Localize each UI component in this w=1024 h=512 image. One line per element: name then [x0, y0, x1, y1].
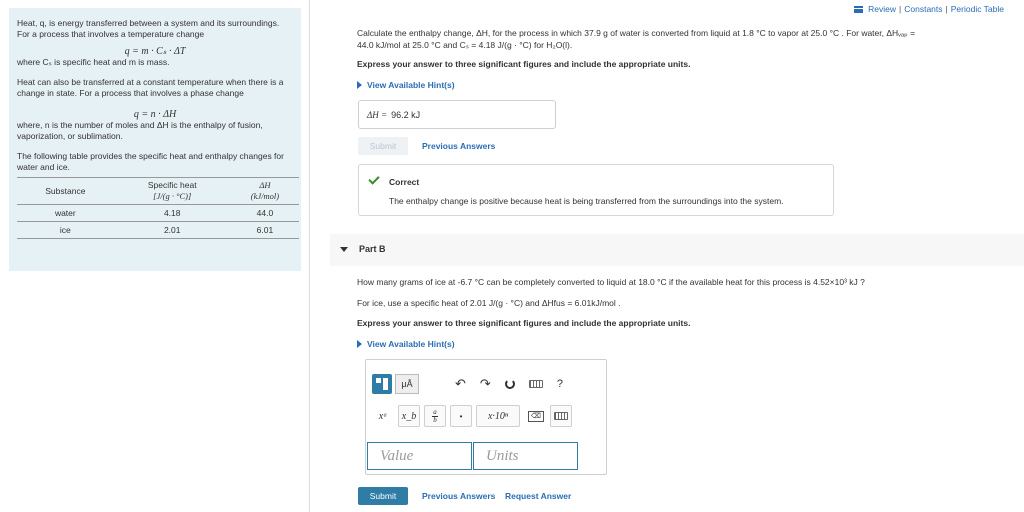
data-table — [17, 177, 299, 239]
part-a-question: Calculate the enthalpy change, ΔH, for the process in which 37.9 g of water is converted from liquid at 1.8 °C to vapor at 25.0 °C . For water, ΔHᵥₐₚ = 44.0 kJ/mol at 25.0 °C and Cₛ = 4.18 J/(g · °C) for H₂O(l). — [357, 28, 916, 50]
feedback-title: Correct — [389, 177, 420, 187]
request-answer-link[interactable]: Request Answer — [505, 491, 572, 501]
units-button[interactable]: μÅ — [395, 374, 419, 394]
part-a-instruction: Express your answer to three significant figures and include the appropriate units. — [357, 59, 691, 69]
part-b-label: Part B — [359, 244, 386, 254]
expand-triangle-icon — [357, 81, 362, 89]
part-b-question-2: For ice, use a specific heat of 2.01 J/(g · °C) and ΔHfus = 6.01kJ/mol . — [357, 298, 621, 308]
table-cell: 44.0 — [231, 205, 299, 222]
table-header: Specific heat [J/(g · °C)] — [114, 178, 231, 205]
value-input[interactable] — [367, 442, 472, 470]
panel-divider — [309, 0, 310, 512]
check-icon — [368, 173, 379, 184]
templates-button[interactable] — [372, 374, 392, 394]
feedback-box — [358, 164, 834, 216]
scientific-notation-button[interactable]: x·10ⁿ — [476, 405, 520, 427]
superscript-button[interactable]: xᵃ — [378, 410, 388, 422]
part-b-question: How many grams of ice at -6.7 °C can be completely converted to liquid at 18.0 °C if the available heat for this process is 4.52×10³ kJ ? — [357, 277, 865, 287]
undo-icon[interactable]: ↶ — [455, 376, 466, 391]
collapse-triangle-icon — [340, 247, 348, 252]
info-paragraph-moles: where, n is the number of moles and ΔH is the enthalpy of fusion, vaporization, or sublimation. — [17, 120, 263, 141]
table-cell: 6.01 — [231, 222, 299, 239]
table-cell: 2.01 — [114, 222, 231, 239]
subscript-button[interactable]: x_b — [398, 405, 420, 427]
review-list-icon — [854, 6, 863, 13]
equation-temperature: q = m · Cₛ · ΔT — [124, 46, 186, 57]
table-header: ΔH (kJ/mol) — [231, 178, 299, 205]
top-links — [854, 4, 1004, 14]
reset-icon[interactable] — [505, 379, 515, 389]
delete-icon[interactable]: ⌫ — [528, 411, 544, 422]
table-cell: water — [17, 205, 114, 222]
part-b-instruction: Express your answer to three significant figures and include the appropriate units. — [357, 318, 691, 328]
answer-label: ΔH = — [367, 109, 388, 120]
table-cell: 4.18 — [114, 205, 231, 222]
part-a-hint-link[interactable]: View Available Hint(s) — [357, 80, 455, 90]
equation-phase-change: q = n · ΔH — [133, 109, 177, 120]
periodic-table-link[interactable]: Periodic Table — [950, 4, 1004, 14]
part-a-previous-answers-link[interactable]: Previous Answers — [422, 141, 496, 151]
info-paragraph-table-intro: The following table provides the specific heat and enthalpy changes for water and ice. — [17, 151, 284, 172]
constants-link[interactable]: Constants — [904, 4, 943, 14]
review-link[interactable]: Review — [868, 4, 897, 14]
part-b-submit-button[interactable]: Submit — [358, 487, 408, 505]
help-icon[interactable]: ? — [556, 378, 563, 390]
fraction-button[interactable]: $\frac{a}{b}$ — [424, 405, 446, 427]
info-panel — [9, 8, 301, 271]
part-b-previous-answers-link[interactable]: Previous Answers — [422, 491, 496, 501]
table-header: Substance — [17, 178, 114, 205]
dot-button[interactable]: • — [450, 405, 472, 427]
info-paragraph-specific-heat: where Cₛ is specific heat and m is mass. — [17, 57, 170, 67]
table-cell: ice — [17, 222, 114, 239]
table-row — [17, 222, 299, 239]
info-paragraph-heat: Heat, q, is energy transferred between a system and its surroundings. For a process that involves a temperature change — [17, 18, 280, 39]
part-a-submit-button[interactable]: Submit — [358, 137, 408, 155]
expand-triangle-icon — [357, 340, 362, 348]
part-b-hint-link[interactable]: View Available Hint(s) — [357, 339, 455, 349]
feedback-message: The enthalpy change is positive because heat is being transferred from the surroundings into the system. — [389, 196, 784, 206]
part-a-answer-box — [358, 100, 556, 129]
separator: | — [899, 4, 902, 14]
table-row — [17, 205, 299, 222]
info-paragraph-phase: Heat can also be transferred at a constant temperature when there is a change in state. For a process that involves a phase change — [17, 77, 284, 98]
keyboard-toggle-icon[interactable] — [550, 405, 572, 427]
answer-value: 96.2 kJ — [391, 109, 421, 120]
redo-icon[interactable]: ↷ — [479, 376, 491, 391]
part-b-header[interactable] — [330, 234, 1024, 266]
units-input[interactable] — [473, 442, 578, 470]
keyboard-icon[interactable] — [529, 380, 543, 388]
separator: | — [945, 4, 948, 14]
